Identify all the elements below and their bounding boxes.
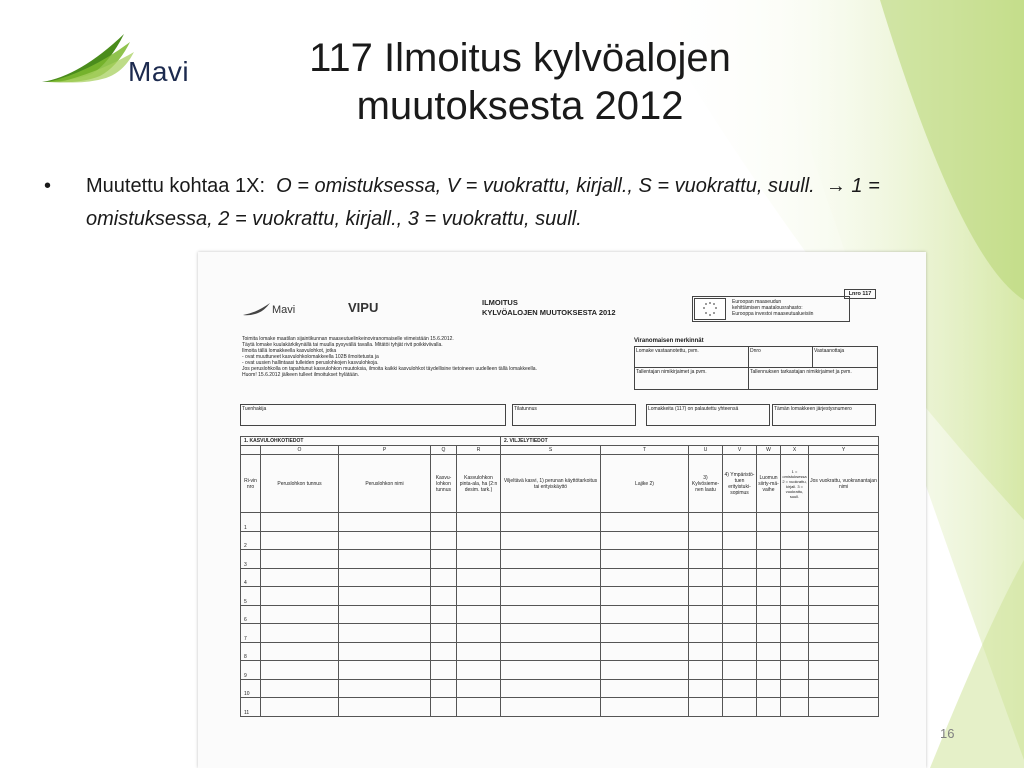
table-cell bbox=[431, 605, 457, 624]
table-cell bbox=[501, 587, 601, 606]
table-cell bbox=[809, 568, 879, 587]
form-logo-mavi: Mavi bbox=[272, 304, 296, 316]
table-cell bbox=[757, 605, 781, 624]
table-cell bbox=[689, 679, 723, 698]
form-mavi-leaf-icon bbox=[242, 302, 272, 316]
table-cell bbox=[809, 642, 879, 661]
table-row bbox=[241, 531, 879, 550]
table-cell bbox=[261, 550, 339, 569]
instruction-line: - ovat uusien hallintaasi tulleiden peruslohkojen kasvulohkoja. bbox=[242, 360, 379, 366]
table-cell bbox=[723, 679, 757, 698]
table-cell bbox=[781, 642, 809, 661]
table-cell bbox=[261, 531, 339, 550]
form-instructions bbox=[242, 336, 622, 378]
table-cell bbox=[339, 550, 431, 569]
table-cell bbox=[723, 698, 757, 717]
table-row bbox=[241, 568, 879, 587]
eu-text-line1: Euroopan maaseudun bbox=[732, 299, 782, 305]
table-cell bbox=[601, 531, 689, 550]
col-letter: W bbox=[757, 446, 781, 455]
table-cell bbox=[689, 550, 723, 569]
table-cell bbox=[601, 661, 689, 680]
table-cell bbox=[601, 679, 689, 698]
slide-title bbox=[200, 34, 840, 130]
instruction-line: Jos peruslohkolla on tapahtunut kasvulohkon muutoksia, ilmoita kaikki kasvulohkot täydellisine tietoineen uudelleen tällä lomakkeella. bbox=[242, 366, 537, 372]
table-cell bbox=[781, 624, 809, 643]
row-number: 1 bbox=[241, 513, 261, 532]
table-cell bbox=[501, 513, 601, 532]
row-number: 10 bbox=[241, 679, 261, 698]
col-letter: R bbox=[457, 446, 501, 455]
table-cell bbox=[689, 642, 723, 661]
table-cell bbox=[501, 605, 601, 624]
table-cell bbox=[457, 550, 501, 569]
auth-field-checker: Tallennuksen tarkastajan nimikirjaimet ja pvm. bbox=[750, 369, 852, 375]
eu-text bbox=[732, 299, 813, 317]
table-cell bbox=[723, 513, 757, 532]
table-cell bbox=[431, 550, 457, 569]
table-cell bbox=[339, 661, 431, 680]
table-cell bbox=[781, 698, 809, 717]
table-cell bbox=[431, 568, 457, 587]
col-header-r: Kasvulohkon pinta-ala, ha (2:n desim. tark.) bbox=[457, 455, 501, 513]
bullet-italic-old-codes: O = omistuksessa, V = vuokrattu, kirjall., S = vuokrattu, suull. bbox=[276, 175, 815, 197]
table-cell bbox=[457, 587, 501, 606]
instruction-line: Toimita lomake maatilan sijaintikunnan maaseutuelinkeinoviranomaiselle viimeistään 15.6.2012. bbox=[242, 336, 454, 342]
table-cell bbox=[261, 587, 339, 606]
table-cell bbox=[457, 679, 501, 698]
table-cell bbox=[781, 568, 809, 587]
col-letter: O bbox=[261, 446, 339, 455]
table-cell bbox=[501, 698, 601, 717]
auth-field-saver: Tallentajan nimikirjaimet ja pvm. bbox=[636, 369, 707, 375]
bullet-prefix: Muutettu kohtaa 1X: bbox=[86, 175, 266, 197]
table-cell bbox=[261, 605, 339, 624]
auth-field-received: Lomake vastaanotettu, pvm. bbox=[636, 348, 699, 354]
table-cell bbox=[431, 587, 457, 606]
table-row bbox=[241, 661, 879, 680]
table-row bbox=[241, 698, 879, 717]
table-cell bbox=[431, 531, 457, 550]
form-logo-vipu: VIPU bbox=[348, 300, 379, 315]
instruction-line: Täytä lomake kuulakärkikynällä tai muulla pysyvällä tavalla. Mitätöi tyhjät rivit poikkiviivalla. bbox=[242, 342, 443, 348]
table-cell bbox=[689, 513, 723, 532]
table-cell bbox=[339, 679, 431, 698]
table-cell bbox=[723, 568, 757, 587]
table-cell bbox=[809, 624, 879, 643]
table-cell bbox=[689, 605, 723, 624]
col-header-y: Jos vuokrattu, vuokranantajan nimi bbox=[809, 455, 879, 513]
row-number: 4 bbox=[241, 568, 261, 587]
table-cell bbox=[601, 587, 689, 606]
col-header-o: Peruslohkon tunnus bbox=[261, 455, 339, 513]
row-number: 9 bbox=[241, 661, 261, 680]
table-cell bbox=[689, 661, 723, 680]
col-header-x: 1 = omistuksessa 2 = vuokrattu, kirjall. 3 = vuokrattu, suull. bbox=[781, 455, 809, 513]
table-cell bbox=[723, 624, 757, 643]
table-cell bbox=[723, 587, 757, 606]
table-cell bbox=[501, 661, 601, 680]
table-cell bbox=[339, 642, 431, 661]
tuenhakija-label: Tuenhakija bbox=[242, 406, 267, 412]
table-cell bbox=[757, 568, 781, 587]
table-cell bbox=[781, 661, 809, 680]
row-number: 2 bbox=[241, 531, 261, 550]
col-header-q: Kasvu-lohkon tunnus bbox=[431, 455, 457, 513]
mavi-logo-text: Mavi bbox=[128, 56, 190, 87]
page-number: 16 bbox=[940, 726, 955, 741]
table-row bbox=[241, 605, 879, 624]
form-title bbox=[482, 298, 616, 318]
table-cell bbox=[261, 698, 339, 717]
table-cell bbox=[261, 568, 339, 587]
table-cell bbox=[601, 624, 689, 643]
table-cell bbox=[781, 513, 809, 532]
scanned-form-image bbox=[198, 252, 926, 768]
table-cell bbox=[431, 642, 457, 661]
table-cell bbox=[757, 698, 781, 717]
table-cell bbox=[757, 550, 781, 569]
table-cell bbox=[261, 513, 339, 532]
slide-title-line2: muutoksesta 2012 bbox=[356, 84, 684, 128]
table-row bbox=[241, 642, 879, 661]
table-cell bbox=[723, 531, 757, 550]
table-cell bbox=[757, 661, 781, 680]
row-number: 8 bbox=[241, 642, 261, 661]
table-cell bbox=[501, 642, 601, 661]
table-cell bbox=[723, 605, 757, 624]
table-cell bbox=[261, 661, 339, 680]
table-cell bbox=[431, 661, 457, 680]
table-cell bbox=[261, 642, 339, 661]
tilatunnus-label: Tilatunnus bbox=[514, 406, 537, 412]
form-number-box: Lnro 117 bbox=[844, 289, 876, 299]
table-cell bbox=[339, 568, 431, 587]
section2-header: 2. VILJELYTIEDOT bbox=[501, 437, 879, 446]
eu-text-line2: kehittämisen maatalousrahasto: bbox=[732, 305, 803, 311]
table-cell bbox=[501, 624, 601, 643]
jarjestysnumero-label: Tämän lomakkeen järjestysnumero bbox=[774, 406, 852, 412]
crop-table bbox=[240, 436, 879, 717]
table-cell bbox=[457, 698, 501, 717]
col-letter: U bbox=[689, 446, 723, 455]
table-cell bbox=[601, 568, 689, 587]
table-cell bbox=[809, 550, 879, 569]
col-header-t: Lajike 2) bbox=[601, 455, 689, 513]
table-row bbox=[241, 587, 879, 606]
table-cell bbox=[781, 605, 809, 624]
table-cell bbox=[339, 587, 431, 606]
slide-title-line1: 117 Ilmoitus kylvöalojen bbox=[309, 36, 731, 80]
auth-field-dnro: Dnro bbox=[750, 348, 761, 354]
table-cell bbox=[689, 698, 723, 717]
table-cell bbox=[757, 587, 781, 606]
table-cell bbox=[809, 587, 879, 606]
table-cell bbox=[757, 513, 781, 532]
col-letter: T bbox=[601, 446, 689, 455]
table-cell bbox=[757, 679, 781, 698]
table-cell bbox=[723, 550, 757, 569]
table-cell bbox=[809, 698, 879, 717]
col-header-u: 3) Kylvösieme-nen laatu bbox=[689, 455, 723, 513]
instruction-line: Ilmoita tällä lomakkeella kasvulohkot, jotka bbox=[242, 348, 337, 354]
table-cell bbox=[781, 550, 809, 569]
table-cell bbox=[781, 531, 809, 550]
table-cell bbox=[601, 550, 689, 569]
instruction-line: - ovat muuttuneet kasvulohkolomakkeella 102B ilmoitetusta ja bbox=[242, 354, 379, 360]
table-cell bbox=[601, 605, 689, 624]
table-cell bbox=[457, 513, 501, 532]
table-cell bbox=[431, 679, 457, 698]
col-header-s: Viljeltävä kasvi, 1) perunan käyttötarkoitus tai erityiskäyttö bbox=[501, 455, 601, 513]
col-letter: V bbox=[723, 446, 757, 455]
col-header-rivi: Ri-vin nro bbox=[241, 455, 261, 513]
section1-header: 1. KASVULOHKOTIEDOT bbox=[241, 437, 501, 446]
table-cell bbox=[601, 642, 689, 661]
table-cell bbox=[457, 642, 501, 661]
row-number: 3 bbox=[241, 550, 261, 569]
col-header-w: Luomun siirty-mä-vaihe bbox=[757, 455, 781, 513]
palautettu-label: Lomakkeita (117) on palautettu yhteensä bbox=[648, 406, 739, 412]
mavi-logo bbox=[40, 32, 200, 88]
bullet-text bbox=[86, 170, 976, 236]
table-cell bbox=[601, 513, 689, 532]
table-cell bbox=[261, 679, 339, 698]
table-row bbox=[241, 513, 879, 532]
table-cell bbox=[723, 661, 757, 680]
table-cell bbox=[689, 587, 723, 606]
table-cell bbox=[781, 679, 809, 698]
table-cell bbox=[781, 587, 809, 606]
col-header-v: 4) Ympäristö-tuen erityistuki-sopimus bbox=[723, 455, 757, 513]
table-cell bbox=[809, 605, 879, 624]
col-letter: Y bbox=[809, 446, 879, 455]
table-cell bbox=[757, 531, 781, 550]
table-row bbox=[241, 550, 879, 569]
table-cell bbox=[757, 624, 781, 643]
table-cell bbox=[457, 661, 501, 680]
row-number: 6 bbox=[241, 605, 261, 624]
table-cell bbox=[457, 624, 501, 643]
table-cell bbox=[501, 531, 601, 550]
table-row bbox=[241, 624, 879, 643]
table-cell bbox=[339, 698, 431, 717]
col-letter: Q bbox=[431, 446, 457, 455]
table-cell bbox=[339, 513, 431, 532]
table-cell bbox=[261, 624, 339, 643]
table-cell bbox=[501, 568, 601, 587]
table-cell bbox=[757, 642, 781, 661]
table-cell bbox=[689, 531, 723, 550]
table-cell bbox=[431, 513, 457, 532]
col-header-p: Peruslohkon nimi bbox=[339, 455, 431, 513]
table-cell bbox=[689, 624, 723, 643]
arrow-icon: → bbox=[825, 175, 846, 197]
table-cell bbox=[809, 531, 879, 550]
authority-title: Viranomaisen merkinnät bbox=[634, 338, 704, 344]
form-title-line2: KYLVÖALOJEN MUUTOKSESTA 2012 bbox=[482, 308, 616, 317]
table-cell bbox=[809, 661, 879, 680]
table-cell bbox=[457, 605, 501, 624]
table-cell bbox=[457, 568, 501, 587]
table-cell bbox=[339, 624, 431, 643]
table-cell bbox=[809, 679, 879, 698]
table-cell bbox=[431, 624, 457, 643]
table-cell bbox=[689, 568, 723, 587]
table-cell bbox=[723, 642, 757, 661]
table-cell bbox=[501, 550, 601, 569]
form-title-line1: ILMOITUS bbox=[482, 298, 518, 307]
table-row bbox=[241, 679, 879, 698]
table-cell bbox=[339, 531, 431, 550]
auth-field-receiver: Vastaanottaja bbox=[814, 348, 845, 354]
mavi-leaf-icon bbox=[40, 32, 136, 84]
table-cell bbox=[431, 698, 457, 717]
row-number: 5 bbox=[241, 587, 261, 606]
tuenhakija-field bbox=[240, 404, 506, 426]
col-letter: S bbox=[501, 446, 601, 455]
table-cell bbox=[809, 513, 879, 532]
table-cell bbox=[501, 679, 601, 698]
table-cell bbox=[601, 698, 689, 717]
row-number: 7 bbox=[241, 624, 261, 643]
bullet-dot-icon: • bbox=[44, 175, 52, 197]
col-letter: X bbox=[781, 446, 809, 455]
row-number: 11 bbox=[241, 698, 261, 717]
col-letter: P bbox=[339, 446, 431, 455]
table-cell bbox=[457, 531, 501, 550]
table-cell bbox=[339, 605, 431, 624]
bullet-italic-new-codes: 1 = omistuksessa, 2 = vuokrattu, kirjall., 3 = vuokrattu, suull. bbox=[86, 175, 880, 230]
instruction-line: Huom! 15.6.2012 jälkeen tulleet ilmoitukset hylätään. bbox=[242, 372, 360, 378]
eu-text-line3: Eurooppa investoi maaseutualueisiin bbox=[732, 311, 814, 317]
